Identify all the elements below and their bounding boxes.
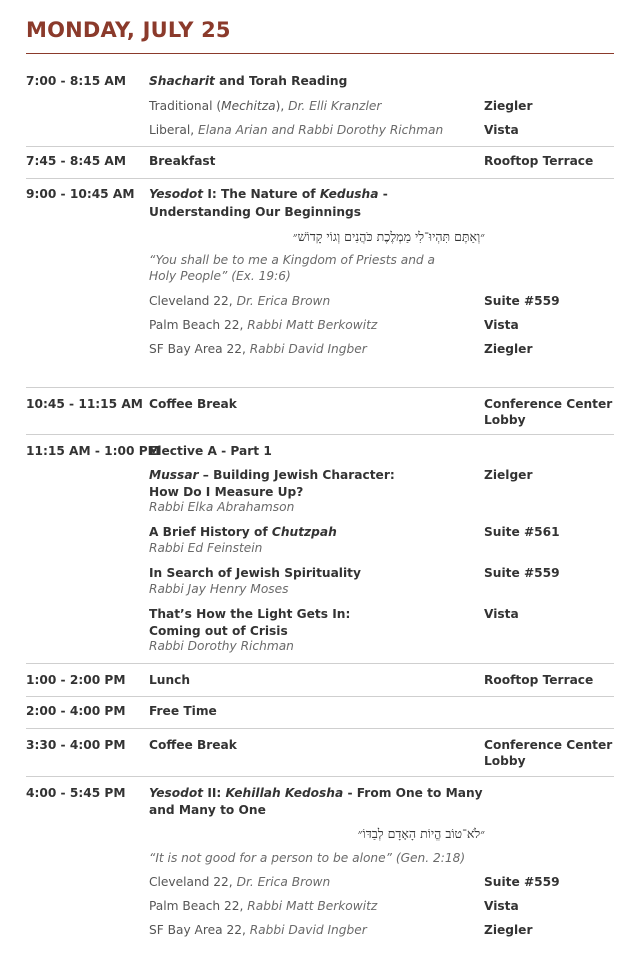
session-location-line2: Lobby (484, 754, 526, 768)
hebrew-verse: ״לֹא־טוֹב הֱיוֹת הָאָדָם לְבַדּוֹ״ (357, 826, 485, 841)
session-location: Rooftop Terrace (484, 154, 594, 168)
elective-title: Mussar – Building Jewish Character: (149, 468, 395, 482)
elective-presenter: Rabbi Elka Abrahamson (149, 500, 295, 514)
page-title: MONDAY, JULY 25 (26, 18, 231, 42)
session-time: 4:00 - 5:45 PM (26, 786, 126, 800)
session-title: Free Time (149, 704, 217, 718)
track-row: SF Bay Area 22, Rabbi David Ingber (149, 923, 367, 937)
row-divider (26, 434, 614, 435)
elective-location: Suite #561 (484, 525, 560, 539)
session-time: 9:00 - 10:45 AM (26, 187, 135, 201)
elective-title-line2: How Do I Measure Up? (149, 485, 304, 499)
session-title: Elective A - Part 1 (149, 444, 272, 458)
verse-translation-line2: Holy People” (Ex. 19:6) (149, 269, 291, 283)
row-divider (26, 146, 614, 147)
row-divider (26, 696, 614, 697)
hebrew-verse: ״וְאַתֶּם תִּהְיוּ־לִי מַמְלֶכֶת כֹּהֲנִים וְגוֹי קָדוֹשׁ״ (292, 229, 485, 244)
elective-location: Zielger (484, 468, 533, 482)
track-row: Palm Beach 22, Rabbi Matt Berkowitz (149, 899, 378, 913)
verse-translation: “You shall be to me a Kingdom of Priests and a (149, 253, 436, 267)
session-location-line2: Lobby (484, 413, 526, 427)
session-location: Rooftop Terrace (484, 673, 594, 687)
row-divider (26, 387, 614, 388)
session-title: Lunch (149, 673, 191, 687)
track-location: Vista (484, 899, 519, 913)
session-location: Vista (484, 123, 519, 137)
session-location: Conference Center (484, 397, 613, 411)
session-time: 7:00 - 8:15 AM (26, 74, 126, 88)
elective-title-line2: Coming out of Crisis (149, 624, 288, 638)
session-location: Conference Center (484, 738, 613, 752)
session-title-line2: and Many to One (149, 803, 266, 817)
track-row: Cleveland 22, Dr. Erica Brown (149, 294, 331, 308)
title-divider (26, 53, 614, 54)
session-option: Traditional (Mechitza), Dr. Elli Kranzler (149, 99, 382, 113)
session-time: 2:00 - 4:00 PM (26, 704, 126, 718)
row-divider (26, 178, 614, 179)
track-location: Suite #559 (484, 875, 560, 889)
verse-translation: “It is not good for a person to be alone” (Gen. 2:18) (149, 851, 466, 865)
session-title-line2: Understanding Our Beginnings (149, 205, 362, 219)
session-title: Coffee Break (149, 738, 237, 752)
track-row: SF Bay Area 22, Rabbi David Ingber (149, 342, 367, 356)
session-time: 1:00 - 2:00 PM (26, 673, 126, 687)
row-divider (26, 728, 614, 729)
session-time: 3:30 - 4:00 PM (26, 738, 126, 752)
track-location: Ziegler (484, 342, 533, 356)
session-location: Ziegler (484, 99, 533, 113)
track-location: Vista (484, 318, 519, 332)
elective-location: Vista (484, 607, 519, 621)
row-divider (26, 663, 614, 664)
track-row: Cleveland 22, Dr. Erica Brown (149, 875, 331, 889)
session-option: Liberal, Elana Arian and Rabbi Dorothy Richman (149, 123, 444, 137)
track-row: Palm Beach 22, Rabbi Matt Berkowitz (149, 318, 378, 332)
session-title: Coffee Break (149, 397, 237, 411)
session-time: 11:15 AM - 1:00 PM (26, 444, 160, 458)
track-location: Ziegler (484, 923, 533, 937)
elective-title: In Search of Jewish Spirituality (149, 566, 361, 580)
session-title: Breakfast (149, 154, 216, 168)
elective-presenter: Rabbi Dorothy Richman (149, 639, 294, 653)
session-title: Shacharit and Torah Reading (149, 74, 348, 88)
session-title: Yesodot I: The Nature of Kedusha - (149, 187, 388, 201)
elective-location: Suite #559 (484, 566, 560, 580)
elective-presenter: Rabbi Jay Henry Moses (149, 582, 289, 596)
elective-title: That’s How the Light Gets In: (149, 607, 351, 621)
session-time: 7:45 - 8:45 AM (26, 154, 126, 168)
session-title: Yesodot II: Kehillah Kedosha - From One to Many (149, 786, 483, 800)
row-divider (26, 776, 614, 777)
session-time: 10:45 - 11:15 AM (26, 397, 143, 411)
elective-title: A Brief History of Chutzpah (149, 525, 337, 539)
elective-presenter: Rabbi Ed Feinstein (149, 541, 263, 555)
track-location: Suite #559 (484, 294, 560, 308)
